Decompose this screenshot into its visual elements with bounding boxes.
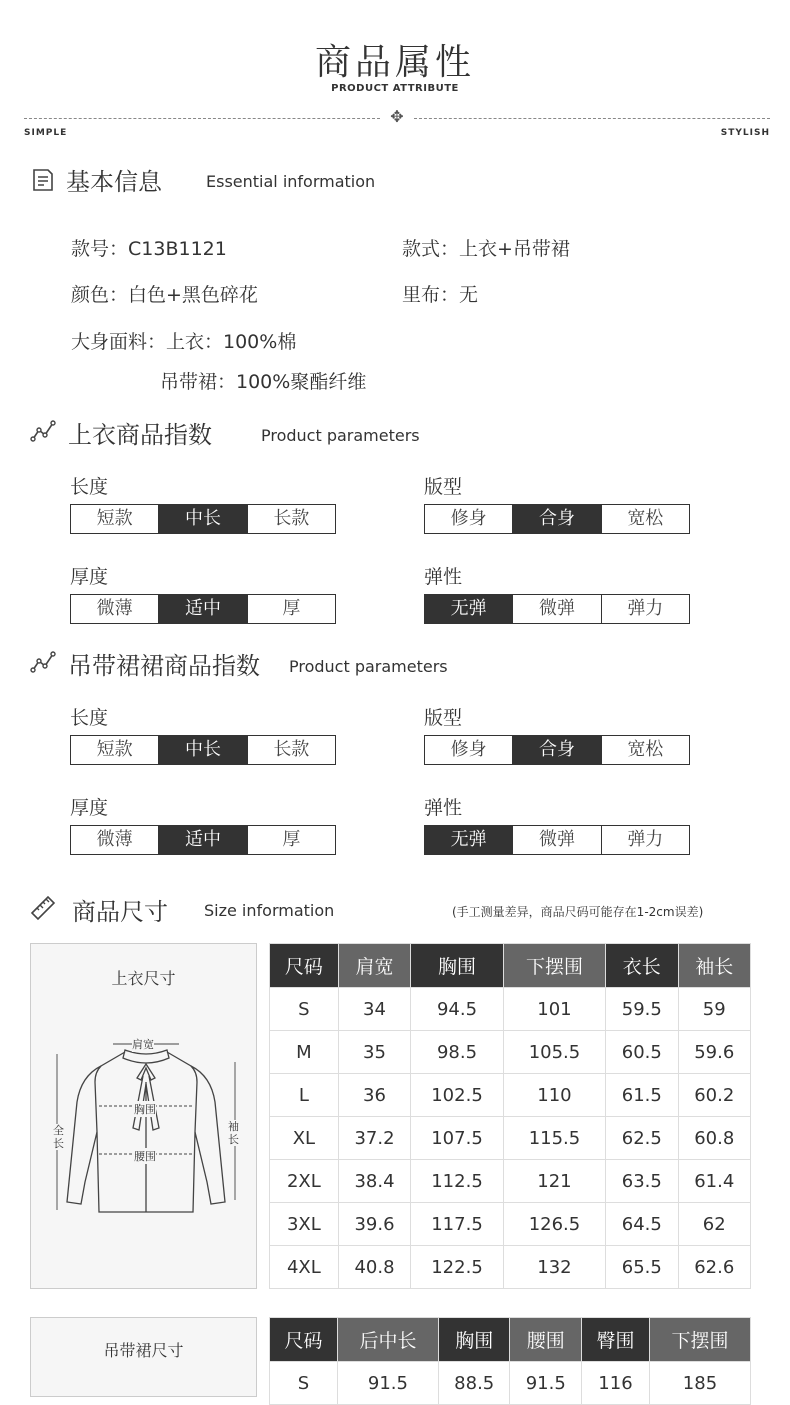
table-row <box>270 1246 751 1289</box>
table-cell: 65.5 <box>606 1246 678 1289</box>
simple-tag: SIMPLE <box>24 128 68 138</box>
ruler-icon <box>30 895 56 921</box>
top-fit-scale <box>424 504 690 534</box>
column-header: 腰围 <box>510 1318 582 1362</box>
top-thickness-scale <box>70 594 336 624</box>
page-subtitle: PRODUCT ATTRIBUTE <box>331 83 459 94</box>
scale-option: 合身 <box>513 505 601 533</box>
table-cell: 91.5 <box>510 1362 582 1405</box>
table-cell: 115.5 <box>503 1117 605 1160</box>
scale-option: 无弹 <box>425 826 513 854</box>
scale-option: 合身 <box>513 736 601 764</box>
measurement-note: (手工测量差异，商品尺码可能存在1-2cm误差) <box>452 905 704 919</box>
table-cell: 185 <box>649 1362 750 1405</box>
lining-info: 里布：无 <box>402 284 479 306</box>
table-cell: 98.5 <box>411 1031 504 1074</box>
blouse-diagram-icon <box>51 1032 241 1222</box>
scale-option: 修身 <box>425 505 513 533</box>
column-header: 胸围 <box>411 944 504 988</box>
table-cell: XL <box>270 1117 339 1160</box>
basic-info-title: 基本信息 <box>66 168 162 196</box>
scale-option: 宽松 <box>627 739 664 760</box>
table-cell: 34 <box>338 988 410 1031</box>
table-cell: 59 <box>678 988 750 1031</box>
table-cell: 62 <box>678 1203 750 1246</box>
dress-figure-title: 吊带裙尺寸 <box>103 1341 184 1360</box>
table-cell: 36 <box>338 1074 410 1117</box>
top-thickness-label: 厚度 <box>70 566 109 588</box>
document-icon <box>30 167 56 193</box>
table-cell: 63.5 <box>606 1160 678 1203</box>
top-size-figure <box>30 943 257 1289</box>
scale-option: 宽松 <box>627 508 664 529</box>
table-cell: 126.5 <box>503 1203 605 1246</box>
table-cell: 102.5 <box>411 1074 504 1117</box>
scale-option: 适中 <box>159 826 247 854</box>
scale-option: 无弹 <box>425 595 513 623</box>
column-header: 肩宽 <box>338 944 410 988</box>
column-header: 衣长 <box>606 944 678 988</box>
table-cell: 2XL <box>270 1160 339 1203</box>
shoulder-label: 肩宽 <box>132 1038 154 1051</box>
top-length-label: 长度 <box>70 476 109 498</box>
column-header: 尺码 <box>270 944 339 988</box>
top-fit-label: 版型 <box>424 476 463 498</box>
table-cell: 60.5 <box>606 1031 678 1074</box>
dress-params-title-en: Product parameters <box>289 657 448 676</box>
scale-option: 修身 <box>425 736 513 764</box>
cross-arrows-icon: ✥ <box>390 107 404 126</box>
column-header: 尺码 <box>270 1318 338 1362</box>
table-cell: 61.5 <box>606 1074 678 1117</box>
table-cell: 101 <box>503 988 605 1031</box>
table-cell: 110 <box>503 1074 605 1117</box>
table-cell: 4XL <box>270 1246 339 1289</box>
table-cell: 117.5 <box>411 1203 504 1246</box>
table-cell: 59.5 <box>606 988 678 1031</box>
table-cell: 61.4 <box>678 1160 750 1203</box>
table-cell: 3XL <box>270 1203 339 1246</box>
scale-option: 弹力 <box>627 598 664 619</box>
scale-option: 中长 <box>159 505 247 533</box>
top-size-table <box>269 943 751 1289</box>
table-cell: 60.8 <box>678 1117 750 1160</box>
table-cell: 35 <box>338 1031 410 1074</box>
scale-option: 长款 <box>273 508 310 529</box>
table-cell: S <box>270 988 339 1031</box>
table-row <box>270 1203 751 1246</box>
table-cell: L <box>270 1074 339 1117</box>
divider-left <box>24 118 380 119</box>
table-row <box>270 1362 751 1405</box>
table-cell: 116 <box>582 1362 650 1405</box>
table-cell: 121 <box>503 1160 605 1203</box>
table-cell: 62.5 <box>606 1117 678 1160</box>
stylish-tag: STYLISH <box>720 128 770 138</box>
scale-option: 长款 <box>273 739 310 760</box>
fabric-dress: 吊带裙：100%聚酯纤维 <box>160 371 367 393</box>
table-cell: 94.5 <box>411 988 504 1031</box>
fabric-top: 大身面料：上衣：100%棉 <box>71 331 297 353</box>
top-params-title-en: Product parameters <box>261 426 420 445</box>
table-cell: 88.5 <box>438 1362 510 1405</box>
top-elasticity-scale <box>424 594 690 624</box>
table-cell: 39.6 <box>338 1203 410 1246</box>
style-number: 款号：C13B1121 <box>71 238 227 260</box>
column-header: 臀围 <box>582 1318 650 1362</box>
trend-line-icon <box>30 649 56 675</box>
size-info-title: 商品尺寸 <box>72 898 168 926</box>
table-row <box>270 1117 751 1160</box>
table-row <box>270 1160 751 1203</box>
scale-option: 微薄 <box>71 826 159 854</box>
style-type: 款式：上衣+吊带裙 <box>402 238 570 260</box>
dress-fit-scale <box>424 735 690 765</box>
table-cell: M <box>270 1031 339 1074</box>
dress-fit-label: 版型 <box>424 707 463 729</box>
dress-thickness-scale <box>70 825 336 855</box>
dress-length-scale <box>70 735 336 765</box>
table-cell: 105.5 <box>503 1031 605 1074</box>
basic-info-title-en: Essential information <box>206 172 376 191</box>
waist-label: 腰围 <box>134 1150 156 1163</box>
table-cell: 122.5 <box>411 1246 504 1289</box>
top-params-title: 上衣商品指数 <box>68 421 212 449</box>
table-cell: 64.5 <box>606 1203 678 1246</box>
table-header-row <box>270 1318 751 1362</box>
length-label: 全长 <box>53 1124 64 1150</box>
table-cell: 40.8 <box>338 1246 410 1289</box>
color-info: 颜色：白色+黑色碎花 <box>71 284 258 306</box>
page-title: 商品属性 <box>314 42 475 83</box>
column-header: 袖长 <box>678 944 750 988</box>
scale-option: 短款 <box>71 505 159 533</box>
divider-right <box>414 118 770 119</box>
scale-option: 中长 <box>159 736 247 764</box>
table-cell: 112.5 <box>411 1160 504 1203</box>
table-cell: 107.5 <box>411 1117 504 1160</box>
table-cell: 60.2 <box>678 1074 750 1117</box>
column-header: 下摆围 <box>649 1318 750 1362</box>
dress-size-table <box>269 1317 751 1405</box>
table-cell: 132 <box>503 1246 605 1289</box>
top-elasticity-label: 弹性 <box>424 566 463 588</box>
column-header: 胸围 <box>438 1318 510 1362</box>
chest-label: 胸围 <box>134 1103 156 1116</box>
sleeve-label: 袖长 <box>228 1120 239 1146</box>
table-cell: 37.2 <box>338 1117 410 1160</box>
top-length-scale <box>70 504 336 534</box>
column-header: 后中长 <box>337 1318 438 1362</box>
size-info-title-en: Size information <box>204 901 335 920</box>
dress-elasticity-label: 弹性 <box>424 797 463 819</box>
table-cell: S <box>270 1362 338 1405</box>
table-cell: 91.5 <box>337 1362 438 1405</box>
scale-option: 短款 <box>71 736 159 764</box>
trend-line-icon <box>30 418 56 444</box>
dress-elasticity-scale <box>424 825 690 855</box>
table-row <box>270 1031 751 1074</box>
top-figure-title: 上衣尺寸 <box>111 969 176 988</box>
table-row <box>270 988 751 1031</box>
scale-option: 厚 <box>282 829 301 850</box>
table-cell: 62.6 <box>678 1246 750 1289</box>
dress-size-figure <box>30 1317 257 1397</box>
table-row <box>270 1074 751 1117</box>
scale-option: 微薄 <box>71 595 159 623</box>
scale-option: 微弹 <box>513 595 601 623</box>
scale-option: 厚 <box>282 598 301 619</box>
dress-thickness-label: 厚度 <box>70 797 109 819</box>
dress-length-label: 长度 <box>70 707 109 729</box>
column-header: 下摆围 <box>503 944 605 988</box>
scale-option: 弹力 <box>627 829 664 850</box>
scale-option: 微弹 <box>513 826 601 854</box>
table-cell: 38.4 <box>338 1160 410 1203</box>
table-cell: 59.6 <box>678 1031 750 1074</box>
dress-params-title: 吊带裙裙商品指数 <box>68 652 260 680</box>
scale-option: 适中 <box>159 595 247 623</box>
table-header-row <box>270 944 751 988</box>
